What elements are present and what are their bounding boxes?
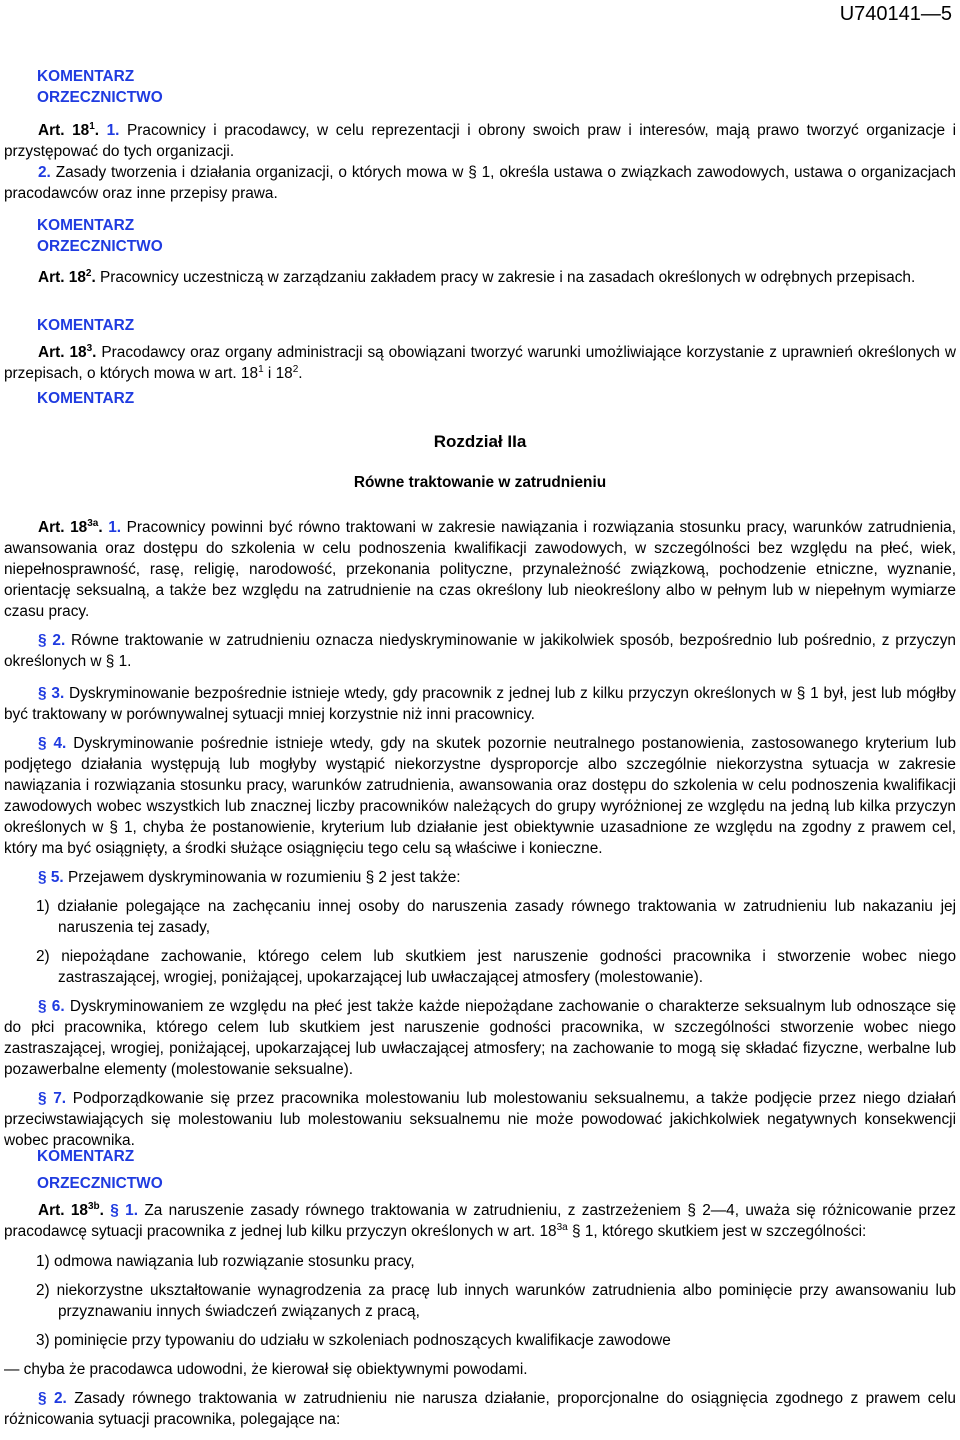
list-item: 2) niekorzystne ukształtowanie wynagrodzenia za pracę lub innych warunków zatrudnienia albo pominięcie przy awansowaniu lub przyznawaniu innych świadczeń związanych z pracą, — [36, 1282, 956, 1320]
list-item: 2) niepożądane zachowanie, którego celem lub skutkiem jest naruszenie godności pracownika i stworzenie wobec niego zastraszającej, wrogiej, poniżającej, upokarzającej lub uwłaczającej atmosfery (molestowanie). — [36, 948, 956, 986]
komentarz-link[interactable]: KOMENTARZ — [37, 217, 135, 234]
art-18-3a-paragraph-5: § 5. Przejawem dyskryminowania w rozumieniu § 2 jest także: — [38, 869, 461, 886]
list-item: 3) pominięcie przy typowaniu do udziału w szkoleniach podnoszących kwalifikacje zawodowe — [36, 1332, 671, 1349]
art-18-3a-paragraph-1: Art. $18^{3a}$. 1. Pracownicy powinni być równo traktowani w zakresie nawiązania i rozwiązania stosunku pracy, warunków zatrudnienia, awansowania oraz dostępu do szkolenia w celu podnoszenia kwalifikacji zawodowych, w szczególności bez względu na płeć, wiek, niepełnosprawność, rasę, religię, narodowość, przekonania polityczne, przynależność związkową, pochodzenie etniczne, wyznanie, orientację seksualną, a także bez względu na zatrudnienie na czas określony lub nieokreślony albo w pełnym lub w niepełnym wymiarze czasu pracy. — [4, 518, 956, 620]
art-18-3a-paragraph-2: § 2. Równe traktowanie w zatrudnieniu oznacza niedyskryminowanie w jakikolwiek sposób, bezpośrednio lub pośrednio, z przyczyn określonych w § 1. — [4, 632, 956, 670]
paragraph-number-link[interactable]: 2. — [38, 164, 51, 181]
komentarz-link[interactable]: KOMENTARZ — [37, 1148, 135, 1165]
art-18-3-text: Art. $18^3$. Pracodawcy oraz organy administracji są obowiązani tworzyć warunki umożliwiające korzystanie z uprawnień określonych w przepisach, o których mowa w art. $18^1$ i $18^2$. — [4, 343, 957, 382]
orzecznictwo-link[interactable]: ORZECZNICTWO — [37, 238, 163, 255]
art-18-3a-paragraph-4: § 4. Dyskryminowanie pośrednie istnieje wtedy, gdy na skutek pozornie neutralnego postanowienia, zastosowanego kryterium lub podjętego działania występują lub mogłyby wystąpić niekorzystne dysproporcje albo szczególnie niekorzystna sytuacja w zakresie nawiązania i rozwiązania stosunku pracy, warunków zatrudnienia, awansowania oraz dostępu do szkolenia w celu podnoszenia kwalifikacji zawodowych wobec wszystkich lub znacznej liczby pracowników należących do grupy wyróżnionej ze względu na jedną lub kilka przyczyn określonych w § 1, chyba że postanowienie, kryterium lub działanie jest obiektywnie uzasadnione ze względu na zgodny z prawem cel, który ma być osiągnięty, a środki służące osiągnięciu tego celu są właściwe i konieczne. — [4, 735, 957, 857]
list-tail: — chyba że pracodawca udowodni, że kierował się obiektywnymi powodami. — [4, 1361, 528, 1378]
art-18-3b-paragraph-1: Art. $18^{3b}$. § 1. Za naruszenie zasady równego traktowania w zatrudnieniu, z zastrzeżeniem § 2—4, uważa się różnicowanie przez pracodawcę sytuacji pracownika z jednej lub kilku przyczyn określonych w art. $18^{3a}$ § 1, którego skutkiem jest w szczególności: — [4, 1201, 957, 1240]
paragraph-number-link[interactable]: § 2. — [38, 1390, 67, 1407]
page-header: U740141—5 — [839, 3, 952, 25]
list-item: 1) działanie polegające na zachęcaniu innej osoby do naruszenia zasady równego traktowania w zatrudnieniu lub nakazaniu jej naruszenia tej zasady, — [36, 898, 956, 936]
art-18-3a-paragraph-6: § 6. Dyskryminowaniem ze względu na płeć jest także każde niepożądane zachowanie o charakterze seksualnym lub odnoszące się do płci pracownika, którego celem lub skutkiem jest naruszenie godności pracownika, w szczególności stworzenie wobec niego zastraszającej, wrogiej, poniżającej, upokarzającej lub uwłaczającej atmosfery; na zachowanie to mogą się składać fizyczne, werbalne lub pozawerbalne elementy (molestowanie seksualne). — [4, 998, 957, 1078]
paragraph-number-link[interactable]: 1. — [106, 122, 120, 139]
komentarz-link[interactable]: KOMENTARZ — [37, 68, 135, 85]
art-18-3a-paragraph-3: § 3. Dyskryminowanie bezpośrednie istnieje wtedy, gdy pracownik z jednej lub z kilku przyczyn określonych w § 1 był, jest lub mógłby być traktowany w porównywalnej sytuacji mniej korzystnie niż inni pracownicy. — [4, 685, 956, 723]
paragraph-number-link[interactable]: § 3. — [38, 685, 65, 702]
list-item: 1) odmowa nawiązania lub rozwiązanie stosunku pracy, — [36, 1253, 415, 1270]
article-label: Art. $18^{3b}$. — [38, 1201, 104, 1219]
art-18-2-text: Art. $18^2$. Pracownicy uczestniczą w zarządzaniu zakładem pracy w zakresie i na zasadach określonych w odrębnych przepisach. — [38, 268, 916, 286]
article-label: Art. $18^2$. — [38, 268, 96, 286]
art-18-1-paragraph-1: Art. $18^1$. 1. Pracownicy i pracodawcy, w celu reprezentacji i obrony swoich praw i interesów, mają prawo tworzyć organizacje i przystępować do tych organizacji. — [4, 121, 956, 160]
article-label: Art. $18^3$. — [38, 343, 97, 361]
komentarz-link[interactable]: KOMENTARZ — [37, 390, 135, 407]
paragraph-number-link[interactable]: § 2. — [38, 632, 66, 649]
paragraph-number-link[interactable]: § 5. — [38, 869, 64, 886]
paragraph-number-link[interactable]: § 1. — [110, 1202, 139, 1219]
article-label: Art. $18^1$. — [38, 121, 100, 139]
article-label: Art. $18^{3a}$. — [38, 518, 103, 536]
chapter-title: Rozdział IIa — [433, 432, 527, 451]
art-18-3a-paragraph-7: § 7. Podporządkowanie się przez pracownika molestowaniu lub molestowaniu seksualnemu, a także podjęcie przez niego działań przeciwstawiających się molestowaniu lub molestowaniu seksualnemu nie może powodować jakichkolwiek negatywnych konsekwencji wobec pracownika. — [4, 1090, 957, 1149]
art-18-3b-paragraph-2: § 2. Zasady równego traktowania w zatrudnieniu nie narusza działanie, proporcjonalne do osiągnięcia zgodnego z prawem celu różnicowania sytuacji pracownika, polegające na: — [4, 1390, 956, 1428]
komentarz-link[interactable]: KOMENTARZ — [37, 317, 135, 334]
orzecznictwo-link[interactable]: ORZECZNICTWO — [37, 1175, 163, 1192]
paragraph-number-link[interactable]: § 6. — [38, 998, 65, 1015]
art-18-1-paragraph-2: 2. Zasady tworzenia i działania organizacji, o których mowa w § 1, określa ustawa o związkach zawodowych, ustawa o organizacjach pracodawców oraz inne przepisy prawa. — [4, 164, 956, 202]
orzecznictwo-link[interactable]: ORZECZNICTWO — [37, 89, 163, 106]
paragraph-number-link[interactable]: 1. — [108, 519, 122, 536]
paragraph-number-link[interactable]: § 4. — [38, 735, 67, 752]
chapter-subtitle: Równe traktowanie w zatrudnieniu — [353, 474, 607, 491]
paragraph-number-link[interactable]: § 7. — [38, 1090, 67, 1107]
